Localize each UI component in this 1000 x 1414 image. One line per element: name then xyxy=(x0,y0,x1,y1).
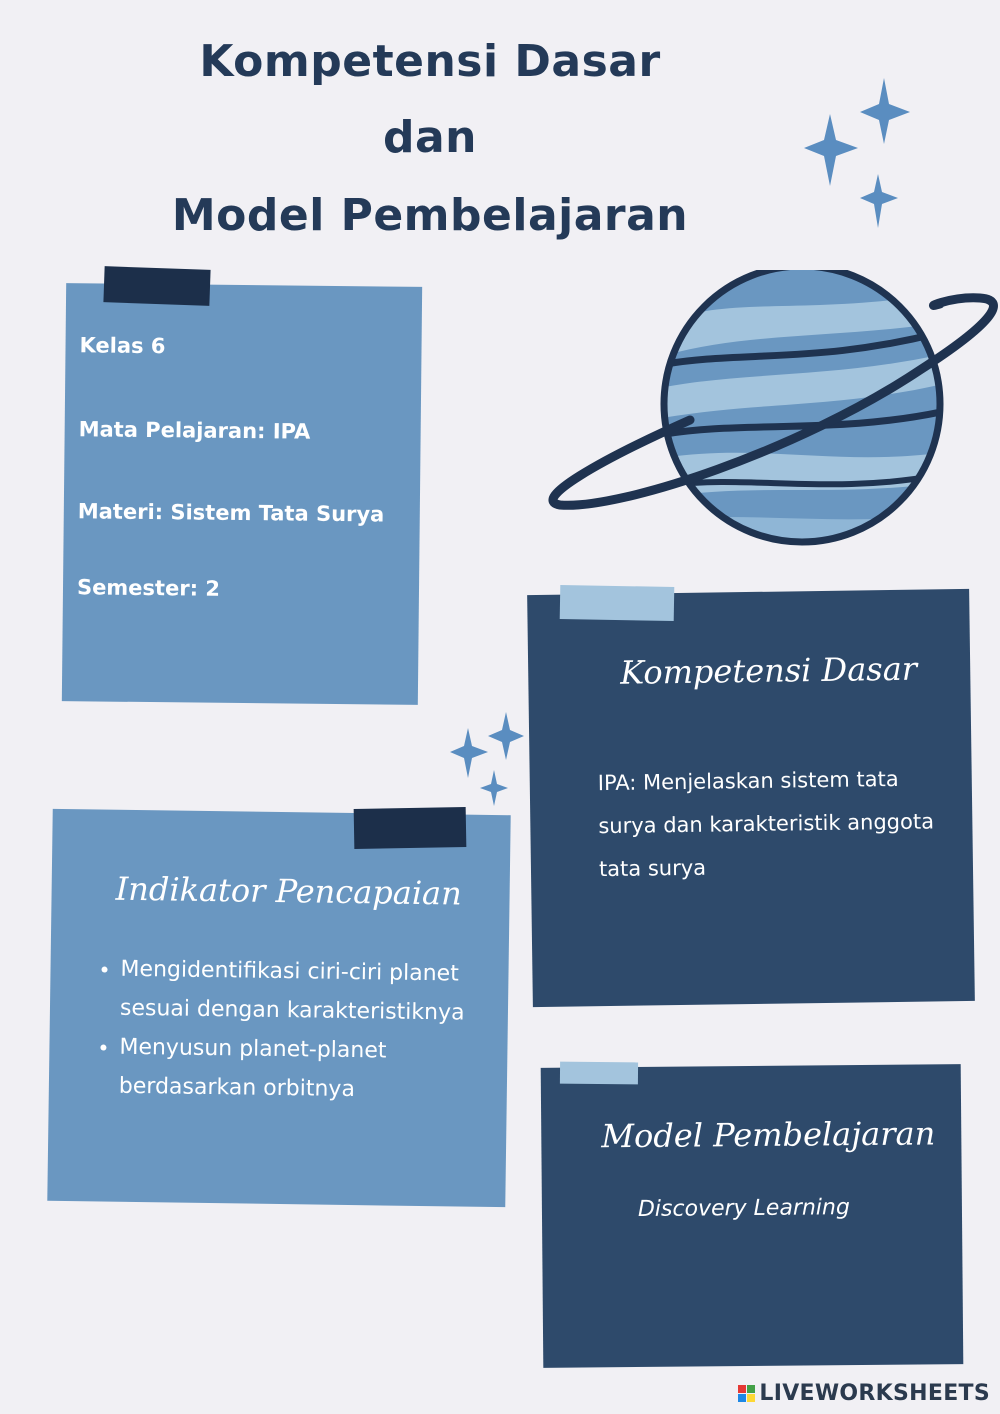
indicator-list xyxy=(111,950,501,1111)
brand-logo-icon xyxy=(738,1385,755,1402)
semester-label: Semester: 2 xyxy=(76,575,221,601)
liveworksheets-brand[interactable] xyxy=(738,1378,990,1408)
indicator-title: Indikator Pencapaian xyxy=(115,869,463,913)
tape-strip xyxy=(560,585,675,621)
tape-strip xyxy=(560,1062,638,1085)
list-item: • Menyusun planet-planet berdasarkan orbitnya xyxy=(119,1028,500,1111)
title-line-3: Model Pembelajaran xyxy=(171,190,689,241)
learning-model-note xyxy=(541,1064,964,1368)
learning-model-title: Model Pembelajaran xyxy=(601,1114,936,1156)
list-item: • Mengidentifikasi ciri-ciri planet sesuai dengan karakteristiknya xyxy=(120,950,501,1033)
competency-body: IPA: Menjelaskan sistem tata surya dan karakteristik anggota tata surya xyxy=(597,766,935,882)
sparkle-icon xyxy=(448,710,528,810)
title-line-2: dan xyxy=(382,112,477,163)
class-label: Kelas 6 xyxy=(79,333,166,359)
title-line-1: Kompetensi Dasar xyxy=(199,36,661,87)
indicator-note xyxy=(47,809,510,1207)
competency-title: Kompetensi Dasar xyxy=(619,649,918,692)
material-label: Materi: Sistem Tata Surya xyxy=(77,499,385,527)
competency-note xyxy=(527,589,975,1007)
planet-icon xyxy=(540,270,1000,560)
learning-model-body: Discovery Learning xyxy=(637,1195,851,1222)
class-info-note xyxy=(62,283,422,705)
brand-text: LIVEWORKSHEETS xyxy=(759,1380,990,1406)
tape-strip xyxy=(354,807,467,849)
tape-strip xyxy=(103,266,210,306)
sparkle-icon xyxy=(800,78,920,238)
subject-label: Mata Pelajaran: IPA xyxy=(78,417,311,444)
